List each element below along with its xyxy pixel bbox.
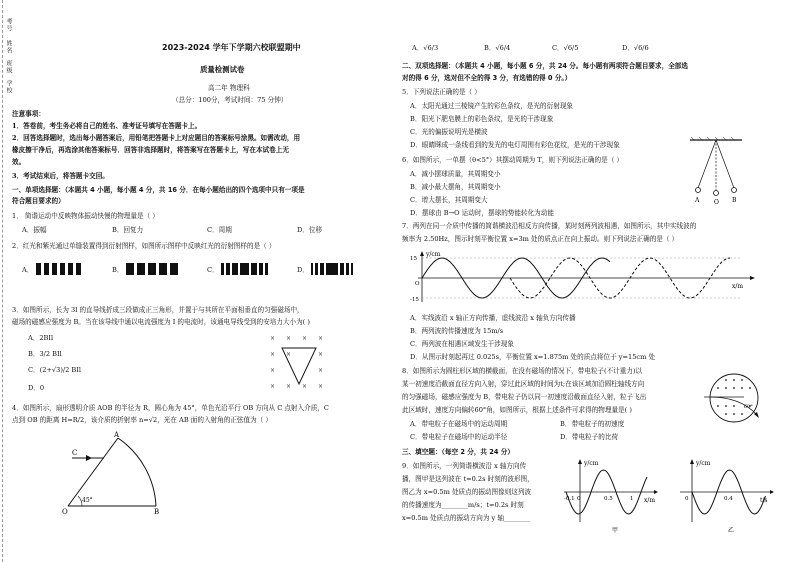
t-tick: 0 (685, 496, 689, 502)
q1-stem: 1． 简谐运动中反映物体振动快慢的物理量是（ ） (12, 212, 159, 220)
q9-line2: 播，图甲是这列波在 t=0.2s 时刻的波形图， (402, 475, 534, 483)
arc-ab (118, 438, 156, 506)
notice-item: 2．回答选择题时，选出每小题答案后，用铅笔把答题卡上对应题目的答案标号涂黑。如需改动，用 (12, 134, 301, 142)
school-label: 学校 (5, 80, 12, 94)
caption: 甲 (612, 527, 619, 534)
svg-text:×: × (286, 351, 292, 358)
q1-option-d: D．位移 (297, 226, 323, 234)
q8-option-b: B．带电粒子的初速度 (560, 420, 625, 428)
label-o: O (714, 199, 719, 206)
q8-field-figure (704, 368, 764, 428)
svg-text:×: × (286, 383, 292, 390)
x-axis-label: t/s (760, 497, 768, 504)
q4-option-b: B．√6/4 (484, 44, 511, 52)
q3-line2: 磁场的磁感应强度为 B。当在该导线中通以电流强度为 I 的电流时，该通电导线受到的安培力大小为( ) (12, 318, 310, 326)
caption: 乙 (728, 527, 735, 534)
q9-line5: x=0.5m 处质点的振动方向为 y 轴________ (402, 514, 531, 522)
q7-wave-figure (410, 250, 760, 305)
q8-option-a: A．带电粒子在磁场中的运动周期 (410, 420, 508, 428)
y-axis-label: y/cm (584, 460, 599, 467)
x-tick: 0.5 (604, 496, 613, 502)
svg-text:×: × (302, 335, 308, 342)
y-axis-arrow-icon (578, 459, 582, 464)
svg-text:×: × (270, 383, 276, 390)
q2-option-a: A． (22, 266, 34, 274)
pendulum-figure (686, 136, 746, 206)
svg-text:×: × (302, 383, 308, 390)
svg-text:×: × (318, 383, 324, 390)
q7-line1: 7．两列在同一介质中传播的简谐横波沿相反方向传播，某时刻两列波相遇，如图所示，其中实线波的 (402, 222, 697, 230)
exam-meta: （总分：100分，考试时间：75 分钟） (172, 96, 288, 104)
exam-title: 2023-2024 学年下学期六校联盟期中 (162, 43, 301, 52)
x-axis-label: x/m (732, 283, 744, 290)
x-axis-arrow-icon (654, 490, 658, 494)
class-label: 班级 (5, 60, 12, 74)
q8-line3: 的匀强磁场，磁感应强度为 B，带电粒子仍以同一初速度沿截面直径入射，粒子飞出 (402, 393, 647, 401)
name-label: 姓名 (5, 40, 12, 54)
svg-text:×: × (270, 367, 276, 374)
q1-option-a: A．振幅 (22, 226, 47, 234)
y-axis-label: y/cm (696, 460, 711, 467)
svg-text:×: × (270, 335, 276, 342)
notice-item: 橡皮擦干净后，再选涂其他答案标号．回答非选择题时，将答案写在答题卡上，写在本试卷上无 (12, 146, 289, 154)
label-angle: 45° (82, 497, 93, 504)
magnetic-field-crosses (270, 335, 323, 390)
q9-line3: 图乙为 x=0.5m 处质点的振动图像则这列波 (402, 488, 532, 496)
q6-option-c: C．增大摆长，其周期变大 (410, 196, 488, 204)
label-a: A (114, 431, 120, 439)
q7-option-b: B．两列波的传播速度为 15m/s (410, 327, 504, 335)
x-tick: -0.1 (564, 496, 575, 502)
svg-text:×: × (318, 335, 324, 342)
q9-line1: 9．如图所示，一列简谐横波沿 x 轴方向传 (402, 462, 527, 470)
x-tick: 0 (577, 496, 581, 502)
section1-heading: 一、单项选择题：（本题共 4 小题，每小题 4 分，共 16 分．在每小题给出的四个选项中只有一项是 (12, 186, 305, 194)
q4-option-c: C．√6/5 (552, 44, 579, 52)
y-axis-arrow-icon (690, 459, 694, 464)
svg-text:×: × (318, 351, 324, 358)
x-axis-arrow-icon (750, 276, 755, 280)
exam-no-label: 考号 (5, 18, 12, 32)
q8-option-c: C．带电粒子在磁场中的运动半径 (410, 433, 508, 441)
q6-option-a: A．减小摆球质量，其周期变小 (410, 170, 501, 178)
q9-line4: 的传播速度为________m/s；t=0.2s 时刻 (402, 501, 524, 509)
y-axis-arrow-icon (420, 251, 424, 256)
notice-heading: 注意事项： (12, 110, 45, 118)
section2-heading: 二、双项选择题：（本题共 4 小题，每小题 6 分，共 24 分。每小题有两项符合题目要求，全部选 (402, 62, 688, 70)
q4-option-d: D．√6/6 (622, 44, 649, 52)
section1-heading-cont: 符合题目要求的） (12, 197, 65, 205)
label-o: O (62, 508, 68, 515)
q6-option-d: D．摆球由 B→O 运动时，摆球的势能转化为动能 (410, 209, 554, 217)
q3-line1: 3．如图所示，长为 3l 的直导线折成三段做成正三角形，并置于与其所在平面相垂直的匀强磁场中， (12, 306, 304, 314)
q8-line1: 8．如图所示为圆柱形区域的横截面，在没有磁场的情况下，带电粒子(不计重力)以 (402, 367, 643, 375)
q3-option-b: B．3/2 BIl (28, 350, 62, 358)
label-c: C (72, 449, 78, 457)
deflection-angle: 60° (744, 404, 753, 410)
q2-pattern-d (311, 263, 353, 275)
q2-stem: 2．红光和紫光通过单缝装置得到衍射图样，如图所示图样中反映红光的衍射图样的是（ ） (12, 242, 276, 250)
q4-line1: 4．如图所示，扇形透明介质 AOB 的半径为 R，圆心角为 45°，单色光沿平行 OB 方向从 C 点射入介质，C (12, 404, 329, 412)
q4-option-a: A．√6/3 (412, 44, 439, 52)
q5-stem: 5．下列说法正确的是（ ） (402, 88, 481, 96)
q2-pattern-b (126, 263, 178, 275)
svg-text:×: × (318, 367, 324, 374)
arrow-icon (86, 455, 92, 461)
q6-stem: 6．如图所示，一单摆（θ<5°）其摆动周期为 T，则下列说法正确的是（ ） (402, 156, 623, 164)
t-tick: 0.4 (724, 496, 733, 502)
label-b: B (732, 197, 737, 204)
q5-option-a: A．太阳光通过三棱镜产生的彩色条纹，是光的衍射现象 (410, 102, 574, 110)
x-axis-label: x/m (644, 497, 656, 504)
grade-subject: 高二年 物理科 (208, 84, 250, 92)
q2-pattern-a (36, 263, 81, 275)
label-a: A (695, 197, 700, 204)
notice-item: 1．答卷前，考生务必将自己的姓名、准考证号填写在答题卡上。 (12, 122, 202, 130)
q7-option-c: C．两列波在相遇区域发生干涉现象 (410, 340, 514, 348)
binding-line (2, 0, 3, 562)
q7-option-a: A．实线波沿 x 轴正方向传播，虚线波沿 x 轴负方向传播 (410, 314, 576, 322)
y-tick-15: 15 (410, 256, 417, 262)
section3-heading: 三、填空题：（每空 2 分，共 24 分） (402, 448, 514, 456)
q3-option-a: A．2BIl (28, 334, 54, 342)
q5-option-c: C．光的偏振说明光是横波 (410, 128, 488, 136)
q9-figure-a (560, 456, 660, 536)
q3-option-d: D．0 (28, 384, 45, 392)
section2-heading-cont: 对的得 6 分，选对但不全的得 3 分，有选错的得 0 分。） (402, 74, 572, 82)
notice-item: 效。 (12, 158, 26, 166)
y-tick-neg15: -15 (410, 297, 419, 303)
q3-option-c: C．(2+√3)/2 BIl (28, 366, 81, 374)
q8-option-d: D．带电粒子的比荷 (560, 433, 619, 441)
q2-option-b: B． (112, 266, 124, 274)
q6-option-b: B．减小最大摆角，其周期变小 (410, 183, 501, 191)
svg-text:×: × (270, 351, 276, 358)
exam-subtitle: 质量检测试卷 (200, 65, 245, 74)
q3-figure (266, 330, 336, 400)
label-b: B (154, 508, 160, 515)
q1-option-c: C．周期 (207, 226, 232, 234)
origin-label: O (415, 281, 420, 287)
y-axis-label: y/cm (426, 251, 441, 258)
q4-line2: 点到 OB 的距离 H=R/2，该介质的折射率 n=√2，光在 AB 面的入射角的正弦值为（ ） (12, 416, 272, 424)
q4-figure (62, 430, 182, 515)
notice-item: 3．考试结束后，将答题卡交回。 (12, 172, 109, 180)
q7-line2: 频率为 2.50Hz，图示时刻平衡位置 x=3m 处的质点正在向上振动。则下列说法正确的是（ ） (402, 235, 679, 243)
q2-pattern-c (221, 263, 268, 275)
q8-line2: 某一初速度沿截面直径方向入射，穿过此区域的时间为t;在该区域加沿圆柱轴线方向 (402, 380, 645, 388)
q5-option-d: D．眼睛眯成一条线看到的发光的电灯周围有彩色花纹，是光的干涉现象 (410, 141, 620, 149)
q8-line4: 此区域时，速度方向偏转60°角，如图所示，根据上述条件可求得的物理量是( ) (402, 406, 632, 414)
svg-text:×: × (286, 335, 292, 342)
q1-option-b: B．回复力 (112, 226, 144, 234)
q2-option-c: C． (207, 266, 219, 274)
q5-option-b: B．阳光下肥皂膜上的彩色条纹，是光的干涉现象 (410, 115, 554, 123)
q9-figure-b (676, 456, 776, 536)
q2-option-d: D． (297, 266, 309, 274)
x-axis-arrow-icon (770, 490, 774, 494)
x-tick: 1 (630, 496, 634, 502)
q7-option-d: D．从图示时刻起再过 0.025s，平衡位置 x=1.875m 处的质点将位于 y=15cm 处 (410, 353, 656, 361)
